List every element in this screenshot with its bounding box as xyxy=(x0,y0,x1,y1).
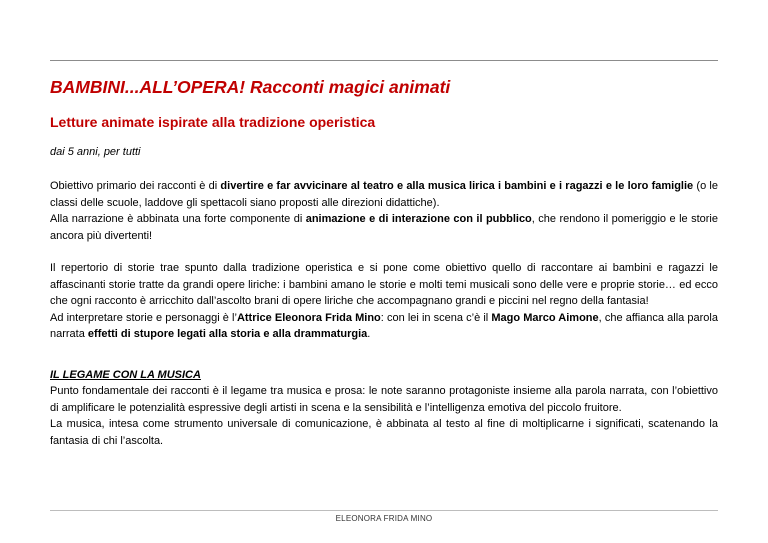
paragraph-objective xyxy=(50,178,718,211)
text-run: Obiettivo primario dei racconti è di xyxy=(50,180,221,192)
document-title: BAMBINI...ALL’OPERA! Racconti magici animati xyxy=(50,77,451,97)
paragraph-repertoire: Il repertorio di storie trae spunto dalla tradizione operistica e si pone come obiettivo quello di raccontare ai bambini e ragazzi le affascinanti storie tratte da grandi opere liriche: i bambini amano le storie e molti temi musicali sono delle vere e proprie storie… ed ecco che ogni racconto è arricchito dall’ascolto brani di opere liriche che accompagnano grandi e piccini nel regno della fantasia! xyxy=(50,262,718,307)
text-run: , che affianca alla parola narrata xyxy=(50,311,718,340)
text-run: , che rendono il pomeriggio e le storie ancora più divertenti! xyxy=(50,213,718,242)
bold-run: animazione e di interazione con il pubblico xyxy=(305,213,532,225)
section-heading: IL LEGAME CON LA MUSICA xyxy=(50,368,201,381)
age-note: dai 5 anni, per tutti xyxy=(50,146,141,158)
page-footer: ELEONORA FRIDA MINO xyxy=(335,514,433,523)
document-body xyxy=(50,76,718,449)
magician-name: Mago Marco Aimone xyxy=(491,311,599,324)
paragraph-music-bond: Punto fondamentale dei racconti è il legame tra musica e prosa: le note saranno protagoniste insieme alla parola narrata, con l’obiettivo di amplificare le potenzialità espressive degli artisti in scena e la sensibilità e l’intelligenza emotiva del piccolo fruitore. xyxy=(50,385,718,414)
paragraph-performers xyxy=(50,310,718,343)
bold-run: divertire e far avvicinare al teatro e alla musica lirica i bambini e i ragazzi e le loro famiglie xyxy=(220,180,694,192)
text-run: Ad interpretare storie e personaggi è l’ xyxy=(50,311,237,324)
text-run: : con lei in scena c’è il xyxy=(380,311,492,324)
header-rule xyxy=(50,60,718,61)
paragraph-animation xyxy=(50,211,718,244)
actress-name: Attrice Eleonora Frida Mino xyxy=(236,311,381,324)
bold-run: effetti di stupore legati alla storia e alla drammaturgia xyxy=(87,328,368,340)
text-run: Alla narrazione è abbinata una forte componente di xyxy=(50,213,306,225)
document-subtitle: Letture animate ispirate alla tradizione operistica xyxy=(50,114,376,130)
footer-rule xyxy=(50,510,718,511)
paragraph-music-universal: La musica, intesa come strumento universale di comunicazione, è abbinata al testo al fine di moltiplicarne i significati, scatenando la fantasia di chi l’ascolta. xyxy=(50,418,718,447)
text-run: (o le classi delle scuole, laddove gli spettacoli siano proposti alle direzioni didattiche). xyxy=(50,180,718,209)
text-run: . xyxy=(367,328,371,340)
